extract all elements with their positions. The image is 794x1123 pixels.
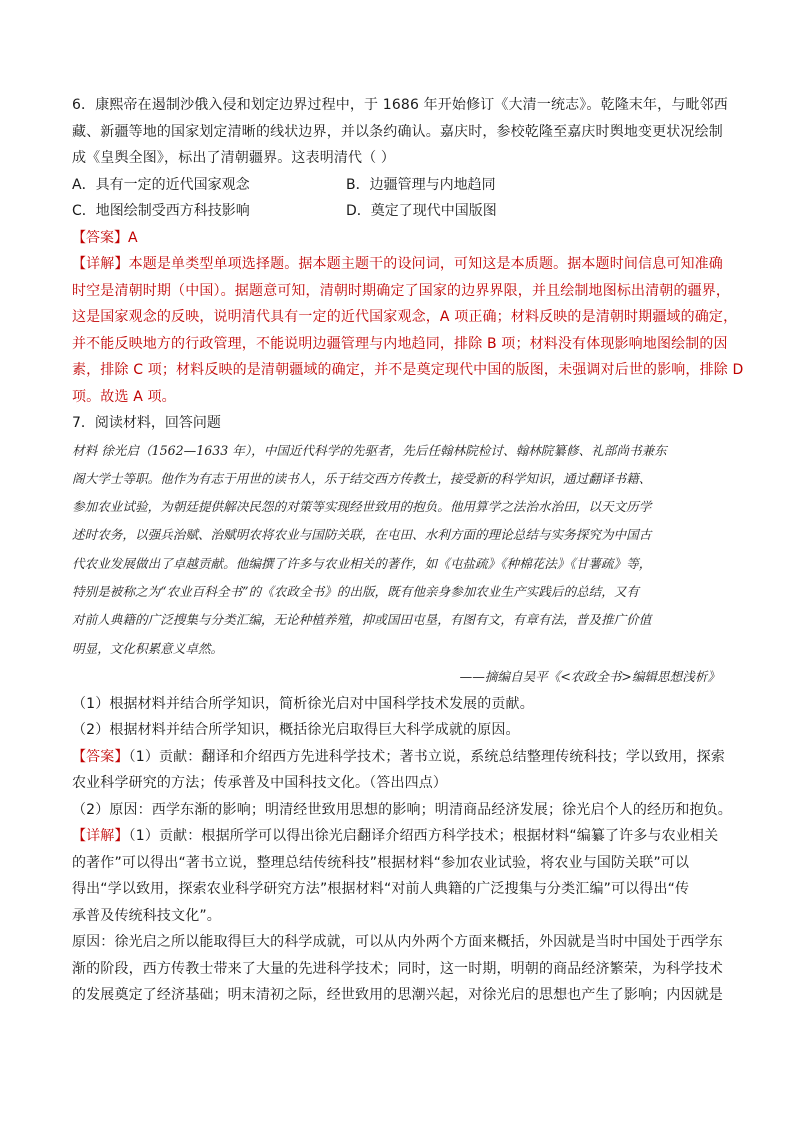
q7-detail-tag: 【详解】: [72, 828, 129, 845]
q7-detail-line-7: 的发展奠定了经济基础；明末清初之际，经世致用的思潮兴起，对徐光启的思想也产生了影响；内因就是: [72, 987, 723, 1004]
q7-detail-line-4: 承普及传统科技文化”。: [72, 907, 221, 924]
q7-detail: [72, 823, 728, 1009]
q7-material-line-1: 材料 徐光启（1562—1633 年），中国近代科学的先驱者，先后任翰林院检讨、翰林院纂修、礼部尚书兼东: [72, 442, 667, 458]
q7-material-line-4: 述时农务，以强兵治赋、治赋明农将农业与国防关联，在屯田、水利方面的理论总结与实务探究为中国古: [72, 527, 652, 543]
q6-detail-line-3: 这是国家观念的反映，说明清代具有一定的近代国家观念，A 项正确；材料反映的是清朝时期疆域的确定，: [72, 309, 738, 325]
q6-option-a: A．具有一定的近代国家观念: [72, 176, 250, 193]
q6-answer-value: A: [128, 229, 138, 246]
q6-answer: [72, 225, 728, 252]
q7-answer-text-1: （1）贡献：翻译和介绍西方先进科学技术；著书立说，系统总结整理传统科技；学以致用，探索: [128, 748, 725, 765]
q6-detail-line-1: [72, 251, 728, 278]
q7-detail-line-2: 的著作”可以得出“著书立说，整理总结传统科技”根据材料“参加农业试验，将农业与国防关联”可以: [72, 854, 690, 871]
q7-answer: [72, 744, 732, 824]
q7-detail-line-3: 得出“学以致用，探索农业科学研究方法”根据材料“对前人典籍的广泛搜集与分类汇编”可以得出“传: [72, 881, 690, 898]
q6-option-c: C．地图绘制受西方科技影响: [72, 203, 250, 219]
q6-stem-line-1: 6．康熙帝在遏制沙俄入侵和划定边界过程中，于 1686 年开始修订《大清一统志》。乾隆末年，与毗邻西: [72, 97, 728, 113]
q7-title: 7．阅读材料，回答问题: [72, 415, 221, 431]
q7-detail-line-1: [72, 823, 728, 850]
q7-answer-line-2: 农业科学研究的方法；传承普及中国科技文化。（答出四点）: [72, 775, 448, 792]
q7-material: [72, 437, 728, 663]
q6-detail: [72, 251, 744, 410]
q7-material-line-5: 代农业发展做出了卓越贡献。他编撰了许多与农业相关的著作，如《屯盐疏》《种棉花法》《甘薯疏》等，: [72, 555, 652, 571]
q7-material-line-2: 阁大学士等职。他作为有志于用世的读书人，乐于结交西方传教士，接受新的科学知识，通过翻译书籍、: [72, 470, 652, 486]
q6-stem-line-2: 藏、新疆等地的国家划定清晰的线状边界，并以条约确认。嘉庆时，参校乾隆至嘉庆时舆地变更状况绘制: [72, 123, 723, 140]
q7-answer-line-1: [72, 744, 728, 771]
q6-detail-text-1: 本题是单类型单项选择题。据本题主题干的设问词，可知这是本质题。据本题时间信息可知准确: [128, 256, 723, 272]
q7-material-line-3: 参加农业试验，为朝廷提供解决民怨的对策等实现经世致用的抱负。他用算学之法治水治田，以天文历学: [72, 499, 652, 515]
q7-answer-line-3: （2）原因：西学东渐的影响；明清经世致用思想的影响；明清商品经济发展；徐光启个人的经历和抱负。: [72, 801, 732, 818]
q7-detail-line-6: 渐的阶段，西方传教士带来了大量的先进科学技术；同时，这一时期，明朝的商品经济繁荣，为科学技术: [72, 960, 723, 977]
q6-detail-tag: 【详解】: [72, 256, 129, 272]
q6-stem-line-3: 成《皇舆全图》，标出了清朝疆界。这表明清代（ ）: [72, 150, 396, 166]
q7-material-line-6: 特别是被称之为“农业百科全书”的《农政全书》的出版，既有他亲身参加农业生产实践后的总结，又有: [72, 583, 640, 599]
q6-detail-line-4: 并不能反映地方的行政管理，不能说明边疆管理与内地趋同，排除 B 项；材料没有体现影响地图绘制的因: [72, 335, 728, 352]
q6-option-b: B．边疆管理与内地趋同: [346, 176, 496, 193]
question-6: [72, 92, 728, 172]
q7-material-source: ——摘编自吴平《<农政全书>编辑思想浅析》: [459, 668, 720, 684]
q7-material-line-7: 对前人典籍的广泛搜集与分类汇编，无论种植养殖，抑或国田屯垦，有图有文，有章有法，普及推广价值: [72, 612, 652, 628]
q7-sub-question-2: （2）根据材料并结合所学知识，概括徐光启取得巨大科学成就的原因。: [72, 722, 520, 739]
document-page: [72, 92, 744, 1009]
q7-detail-text-1: （1）贡献：根据所学可以得出徐光启翻译介绍西方科学技术；根据材料“编纂了许多与农业相关: [128, 828, 719, 845]
q7-sub-questions: [72, 691, 728, 744]
q6-answer-tag: 【答案】: [72, 229, 128, 246]
q6-detail-line-6: 项。故选 A 项。: [72, 388, 176, 405]
q6-option-d: D．奠定了现代中国版图: [346, 203, 497, 219]
q7-detail-line-5: 原因：徐光启之所以能取得巨大的科学成就，可以从内外两个方面来概括，外因就是当时中国处于西学东: [72, 934, 723, 951]
q7-sub-question-1: （1）根据材料并结合所学知识，简析徐光启对中国科学技术发展的贡献。: [72, 695, 534, 712]
q7-answer-tag: 【答案】: [72, 748, 129, 765]
q6-detail-line-2: 时空是清朝时期（中国）。据题意可知，清朝时期确定了国家的边界界限，并且绘制地图标出清朝的疆界，: [72, 282, 731, 299]
q6-options-row-2: [72, 198, 728, 225]
q6-options-row-1: [72, 172, 728, 199]
q7-material-line-8: 明显，文化积累意义卓然。: [72, 640, 224, 656]
q6-detail-line-5: 素，排除 C 项；材料反映的是清朝疆域的确定，并不是奠定现代中国的版图，未强调对后世的影响，排除 D: [72, 362, 744, 378]
